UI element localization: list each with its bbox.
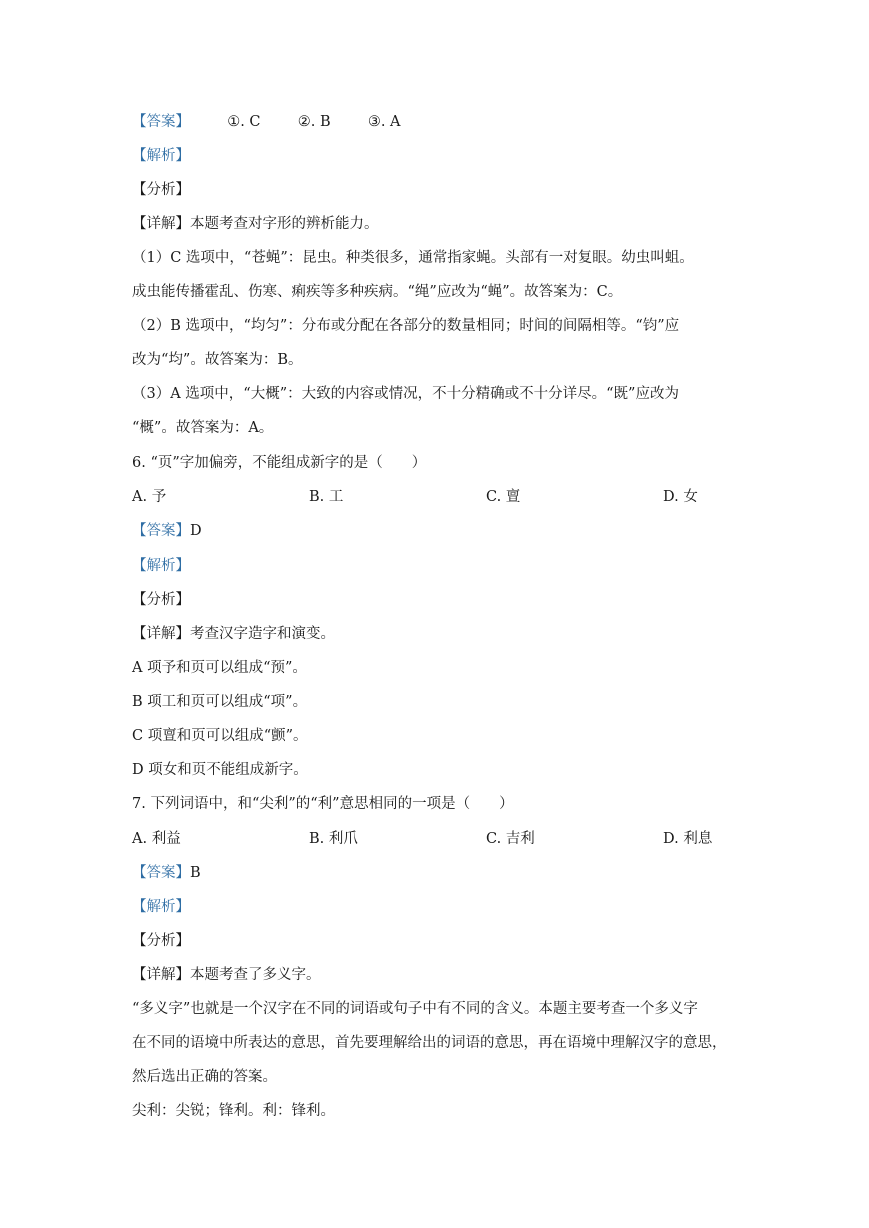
para-1-line-2: 成虫能传播霍乱、伤寒、痢疾等多种疾病。“绳”应改为“蝇”。故答案为：C。 bbox=[132, 284, 623, 300]
q6-line-c: C 项亶和页可以组成“颤”。 bbox=[132, 728, 308, 744]
q7-option-c: C. 吉利 bbox=[486, 831, 535, 847]
answer-item-2: ②. B bbox=[297, 114, 331, 130]
question-6: 6. “页”字加偏旁，不能组成新字的是（ ） bbox=[132, 455, 427, 471]
q6-answer-tag: 【答案】 bbox=[132, 523, 190, 539]
q6-detail-line bbox=[132, 624, 335, 644]
q7-detail-text: 本题考查了多义字。 bbox=[190, 967, 321, 983]
q6-option-c: C. 亶 bbox=[486, 489, 521, 505]
question-7-options bbox=[132, 829, 732, 849]
answer-item-1: ①. C bbox=[227, 114, 261, 130]
analysis-tag-1: 【解析】 bbox=[132, 148, 190, 164]
para-3-line-1: （3）A 选项中，“大概”：大致的内容或情况，不十分精确或不十分详尽。“既”应改为 bbox=[132, 386, 679, 402]
q7-para-line-1: “多义字”也就是一个汉字在不同的词语或句子中有不同的含义。本题主要考查一个多义字 bbox=[132, 1001, 698, 1017]
question-7: 7. 下列词语中，和“尖利”的“利”意思相同的一项是（ ） bbox=[132, 796, 514, 812]
q6-line-a: A 项予和页可以组成“预”。 bbox=[132, 660, 307, 676]
answer-line-1 bbox=[132, 112, 401, 132]
q6-analysis-tag: 【解析】 bbox=[132, 558, 190, 574]
question-6-options bbox=[132, 487, 732, 507]
para-2-line-2: 改为“均”。故答案为：B。 bbox=[132, 352, 303, 368]
q7-option-a: A. 利益 bbox=[132, 831, 181, 847]
q6-answer-value: D bbox=[190, 523, 202, 539]
q7-detail-line bbox=[132, 965, 321, 985]
q6-detail-tag: 【详解】 bbox=[132, 626, 190, 642]
q6-line-d: D 项女和页不能组成新字。 bbox=[132, 762, 308, 778]
q6-line-b: B 项工和页可以组成“项”。 bbox=[132, 694, 308, 710]
q7-last-line: 尖利：尖锐；锋利。利：锋利。 bbox=[132, 1103, 335, 1119]
fenxi-tag-1: 【分析】 bbox=[132, 182, 190, 198]
q7-option-b: B. 利爪 bbox=[309, 831, 358, 847]
detail-tag: 【详解】 bbox=[132, 216, 190, 232]
q7-answer-value: B bbox=[190, 865, 201, 881]
q6-option-d: D. 女 bbox=[663, 489, 698, 505]
q6-answer-line bbox=[132, 521, 202, 541]
q6-option-a: A. 予 bbox=[132, 489, 167, 505]
q7-analysis-tag: 【解析】 bbox=[132, 899, 190, 915]
detail-text: 本题考查对字形的辨析能力。 bbox=[190, 216, 379, 232]
para-3-line-2: “概”。故答案为：A。 bbox=[132, 420, 274, 436]
para-2-line-1: （2）B 选项中，“均匀”：分布或分配在各部分的数量相同；时间的间隔相等。“钧”应 bbox=[132, 318, 680, 334]
q6-option-b: B. 工 bbox=[309, 489, 344, 505]
detail-line-1 bbox=[132, 214, 379, 234]
q7-para-line-2: 在不同的语境中所表达的意思，首先要理解给出的词语的意思，再在语境中理解汉字的意思， bbox=[132, 1035, 727, 1051]
q6-fenxi-tag: 【分析】 bbox=[132, 592, 190, 608]
q7-detail-tag: 【详解】 bbox=[132, 967, 190, 983]
q7-answer-tag: 【答案】 bbox=[132, 865, 190, 881]
q7-option-d: D. 利息 bbox=[663, 831, 713, 847]
q7-para-line-3: 然后选出正确的答案。 bbox=[132, 1069, 277, 1085]
answer-tag: 【答案】 bbox=[132, 114, 190, 130]
answer-item-3: ③. A bbox=[367, 114, 401, 130]
q7-fenxi-tag: 【分析】 bbox=[132, 933, 190, 949]
para-1-line-1: （1）C 选项中，“苍蝇”：昆虫。种类很多，通常指家蝇。头部有一对复眼。幼虫叫蛆。 bbox=[132, 250, 694, 266]
q7-answer-line bbox=[132, 863, 201, 883]
q6-detail-text: 考查汉字造字和演变。 bbox=[190, 626, 335, 642]
